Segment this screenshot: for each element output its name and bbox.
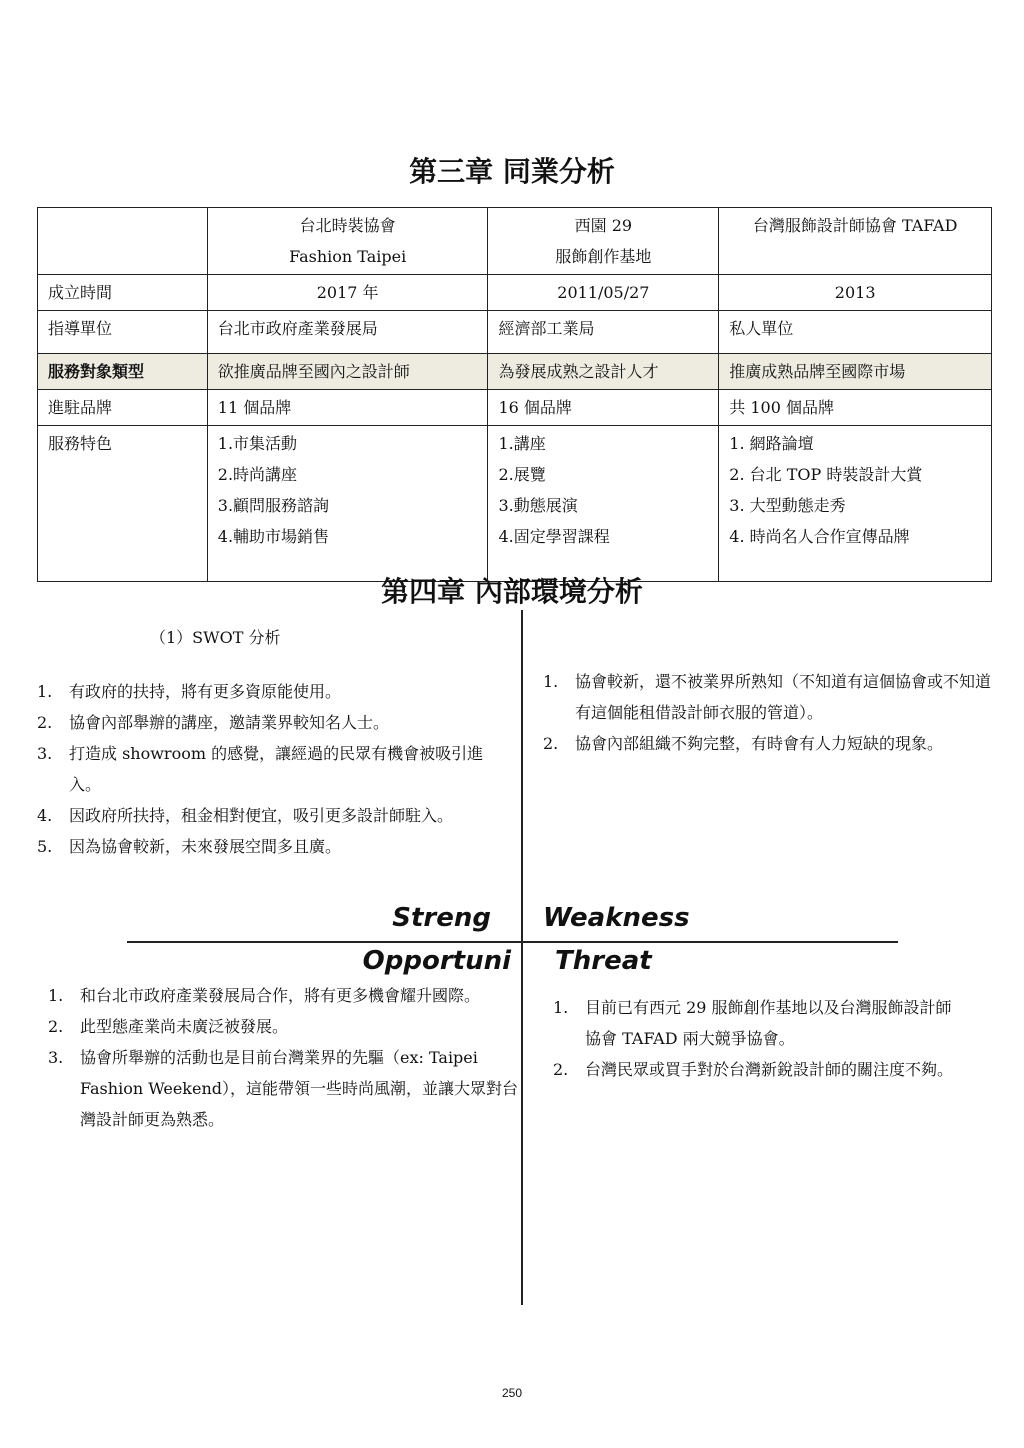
row-label: 服務對象類型 (38, 354, 208, 390)
item-text: 台灣民眾或買手對於台灣新銳設計師的關注度不夠。 (585, 1060, 954, 1079)
feature-item: 3.顧問服務諮詢 (217, 496, 330, 515)
table-cell: 共 100 個品牌 (719, 390, 992, 426)
swot-item (37, 676, 507, 707)
swot-horizontal-axis (127, 941, 898, 943)
table-cell: 推廣成熟品牌至國際市場 (719, 354, 992, 390)
swot-subtitle: （1）SWOT 分析 (150, 628, 281, 647)
swot-item (48, 1011, 518, 1042)
table-header-row (38, 208, 992, 275)
item-text: 協會較新，還不被業界所熟知（不知道有這個協會或不知道有這個能租借設計師衣服的管道）。 (575, 672, 992, 722)
swot-item (553, 1054, 963, 1085)
header-text: 西園 29 (574, 216, 633, 235)
table-row (38, 275, 992, 311)
table-row (38, 311, 992, 354)
table-cell: 2017 年 (207, 275, 488, 311)
feature-item: 2.展覽 (498, 465, 546, 484)
table-cell: 16 個品牌 (488, 390, 719, 426)
swot-item (553, 992, 963, 1054)
swot-item (543, 666, 993, 728)
item-text: 協會所舉辦的活動也是目前台灣業界的先驅（ex: Taipei Fashion Weekend），這能帶領一些時尚風潮，並讓大眾對台灣設計師更為熟悉。 (80, 1048, 519, 1129)
swot-item (37, 738, 507, 800)
swot-item (37, 800, 507, 831)
header-text: Fashion Taipei (289, 247, 407, 266)
table-cell (719, 426, 992, 582)
item-number: 5. (37, 837, 53, 856)
table-cell (207, 426, 488, 582)
table-cell (488, 426, 719, 582)
header-cell (38, 208, 208, 275)
threats-list (553, 992, 963, 1085)
feature-item: 1.講座 (498, 434, 546, 453)
table-cell: 台北市政府產業發展局 (207, 311, 488, 354)
header-cell (488, 208, 719, 275)
feature-item: 2. 台北 TOP 時裝設計大賞 (729, 465, 923, 484)
strength-label: Streng (392, 903, 491, 933)
item-text: 此型態產業尚未廣泛被發展。 (80, 1017, 289, 1036)
table-cell: 2011/05/27 (488, 275, 719, 311)
item-text: 和台北市政府產業發展局合作，將有更多機會耀升國際。 (80, 986, 481, 1005)
table-row (38, 390, 992, 426)
swot-item (48, 1042, 518, 1135)
opportunities-list (48, 980, 518, 1135)
swot-item (37, 831, 507, 862)
item-text: 有政府的扶持，將有更多資原能使用。 (69, 682, 342, 701)
item-number: 1. (543, 672, 559, 691)
row-label: 進駐品牌 (38, 390, 208, 426)
feature-item: 1. 網路論壇 (729, 434, 814, 453)
item-text: 因為協會較新，未來發展空間多且廣。 (69, 837, 342, 856)
page-number: 250 (501, 1386, 523, 1400)
opportunity-label: Opportuni (362, 946, 511, 976)
feature-item: 4.輔助市場銷售 (217, 527, 330, 546)
table-cell: 為發展成熟之設計人才 (488, 354, 719, 390)
competitor-table (37, 207, 992, 582)
weakness-label: Weakness (543, 903, 690, 933)
feature-item: 4. 時尚名人合作宣傳品牌 (729, 527, 910, 546)
header-text: 服飾創作基地 (555, 247, 652, 266)
swot-item (48, 980, 518, 1011)
chapter-4-title: 第四章 內部環境分析 (381, 575, 643, 608)
table-cell: 經濟部工業局 (488, 311, 719, 354)
header-cell (207, 208, 488, 275)
item-number: 2. (37, 713, 53, 732)
weaknesses-list (543, 666, 993, 759)
item-number: 1. (37, 682, 53, 701)
item-number: 1. (48, 986, 64, 1005)
item-text: 協會內部舉辦的講座，邀請業界較知名人士。 (69, 713, 390, 732)
table-cell: 2013 (719, 275, 992, 311)
feature-item: 4.固定學習課程 (498, 527, 610, 546)
table-row (38, 354, 992, 390)
item-number: 2. (553, 1060, 569, 1079)
table-row (38, 426, 992, 582)
row-label: 成立時間 (38, 275, 208, 311)
feature-item: 1.市集活動 (217, 434, 298, 453)
item-number: 2. (543, 734, 559, 753)
table-cell: 11 個品牌 (207, 390, 488, 426)
item-number: 3. (37, 744, 53, 763)
swot-item (543, 728, 993, 759)
item-number: 3. (48, 1048, 64, 1067)
row-label: 指導單位 (38, 311, 208, 354)
item-text: 協會內部組織不夠完整，有時會有人力短缺的現象。 (575, 734, 944, 753)
table-cell: 私人單位 (719, 311, 992, 354)
row-label: 服務特色 (38, 426, 208, 582)
item-number: 2. (48, 1017, 64, 1036)
threat-label: Threat (555, 946, 652, 976)
feature-item: 3. 大型動態走秀 (729, 496, 846, 515)
table-cell: 欲推廣品牌至國內之設計師 (207, 354, 488, 390)
strengths-list (37, 676, 507, 862)
chapter-3-title: 第三章 同業分析 (409, 155, 615, 188)
item-text: 因政府所扶持，租金相對便宜，吸引更多設計師駐入。 (69, 806, 454, 825)
swot-vertical-axis (521, 610, 523, 1305)
item-number: 4. (37, 806, 53, 825)
header-cell (719, 208, 992, 275)
feature-item: 3.動態展演 (498, 496, 578, 515)
item-number: 1. (553, 998, 569, 1017)
feature-item: 2.時尚講座 (217, 465, 298, 484)
swot-item (37, 707, 507, 738)
item-text: 目前已有西元 29 服飾創作基地以及台灣服飾設計師協會 TAFAD 兩大競爭協會。 (585, 998, 952, 1048)
item-text: 打造成 showroom 的感覺，讓經過的民眾有機會被吸引進入。 (69, 744, 484, 794)
header-text: 台灣服飾設計師協會 TAFAD (752, 216, 958, 235)
header-text: 台北時裝協會 (299, 216, 396, 235)
